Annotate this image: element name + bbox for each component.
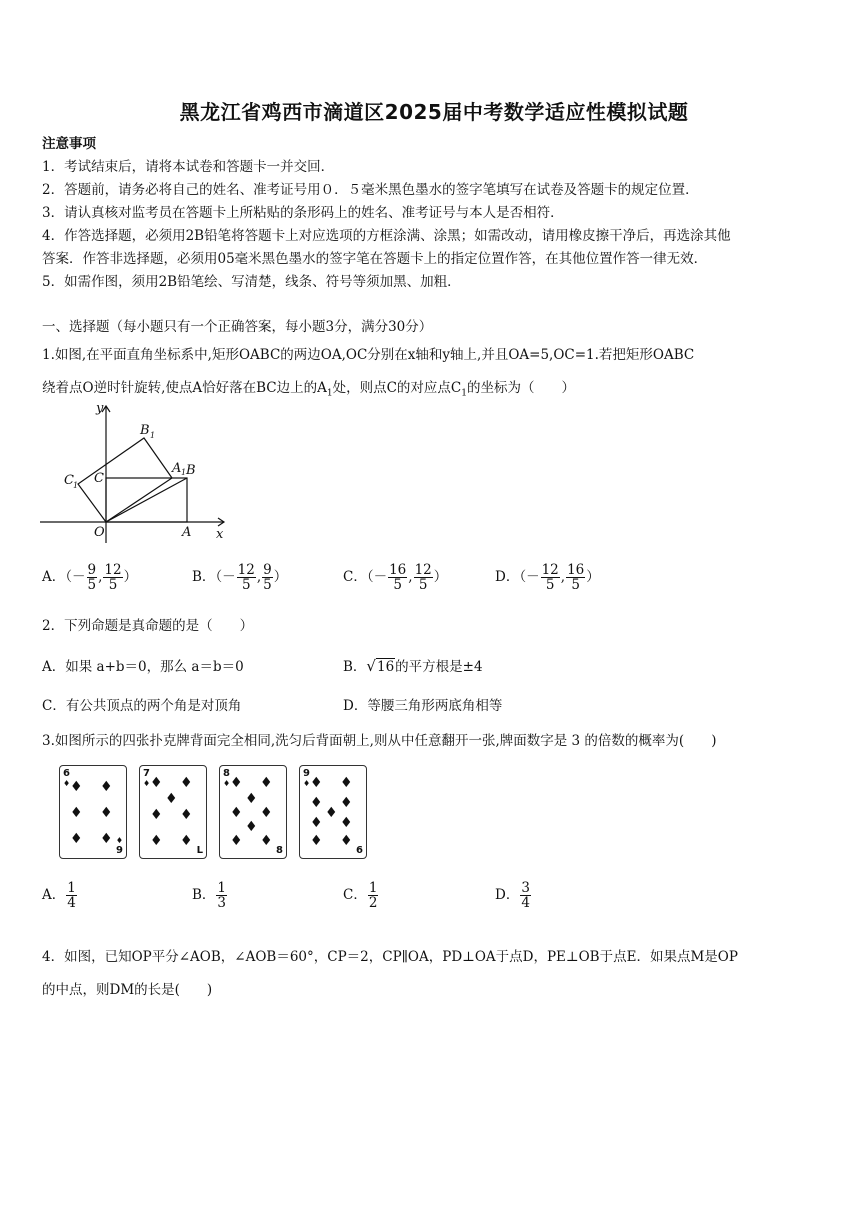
- page-title: 黑龙江省鸡西市滴道区2025届中考数学适应性模拟试题: [179, 100, 689, 124]
- q3-option-c[interactable]: C． $\frac{1}{2}$: [343, 880, 378, 912]
- q1-option-d[interactable]: D．（－ $\frac{12}{5}$ , $\frac{16}{5}$ ）: [495, 562, 600, 594]
- rect-rotated: [78, 438, 172, 522]
- note-item: 4．作答选择题，必须用2B铅笔将答题卡上对应选项的方框涂满、涂黑；如需改动，请用橡皮擦干净后，再选涂其他: [42, 228, 731, 244]
- label-B: B: [186, 463, 196, 478]
- q4-stem-line1: 4．如图，已知OP平分∠AOB，∠AOB＝60°，CP＝2，CP∥OA，PD⊥OA于点D，PE⊥OB于点E．如果点M是OP: [42, 949, 738, 965]
- label-B1-sub: 1: [150, 431, 156, 440]
- label-C1: C: [64, 473, 74, 488]
- label-O: O: [94, 525, 105, 540]
- q2-option-d[interactable]: D．等腰三角形两底角相等: [343, 698, 503, 714]
- note-item: 1．考试结束后，请将本试卷和答题卡一并交回．: [42, 159, 335, 175]
- q1-figure: [38, 398, 238, 548]
- note-item: 2．答题前，请务必将自己的姓名、准考证号用０．５毫米黑色墨水的签字笔填写在试卷及答题卡的规定位置．: [42, 182, 699, 198]
- label-B1: B: [140, 423, 150, 438]
- label-y: y: [96, 401, 104, 416]
- card-9: 9 ♦ ♦ ♦ ♦ ♦ ♦ ♦ ♦ ♦ ♦ 6: [299, 765, 367, 859]
- q1-option-a[interactable]: A．（－ $\frac{9}{5}$ , $\frac{12}{5}$ ）: [42, 562, 138, 594]
- label-x: x: [216, 527, 224, 542]
- label-C: C: [94, 471, 104, 486]
- q4-stem-line2: 的中点，则DM的长是( ): [42, 982, 213, 998]
- q3-option-b[interactable]: B． $\frac{1}{3}$: [192, 880, 227, 912]
- notes-heading: 注意事项: [42, 136, 96, 152]
- label-A: A: [182, 525, 192, 540]
- card-8: 8 ♦ ♦ ♦ ♦ ♦ ♦ ♦ ♦ ♦ 8: [219, 765, 287, 859]
- note-item: 5．如需作图，须用2B铅笔绘、写清楚，线条、符号等须加黑、加粗．: [42, 274, 461, 290]
- q2-option-a[interactable]: A．如果 a+b＝0，那么 a＝b＝0: [42, 659, 244, 675]
- label-A1-sub: 1: [181, 468, 187, 477]
- q2-stem: 2．下列命题是真命题的是（ ）: [42, 618, 254, 634]
- q3-option-a[interactable]: A． $\frac{1}{4}$: [42, 880, 76, 912]
- q3-stem: 3.如图所示的四张扑克牌背面完全相同,洗匀后背面朝上,则从中任意翻开一张,牌面数字是 3 的倍数的概率为( ): [42, 733, 717, 749]
- diag: [106, 478, 187, 522]
- q1-option-b[interactable]: B．（－ $\frac{12}{5}$ , $\frac{9}{5}$ ）: [192, 562, 288, 594]
- card-6: 6 ♦ ♦ ♦ ♦ ♦ ♦ ♦ ♦ 9: [59, 765, 127, 859]
- label-C1-sub: 1: [73, 481, 79, 490]
- label-A1: A: [172, 461, 182, 476]
- section-heading: 一、选择题（每小题只有一个正确答案，每小题3分，满分30分）: [42, 319, 433, 335]
- q1-option-c[interactable]: C．（－ $\frac{16}{5}$ , $\frac{12}{5}$ ）: [343, 562, 448, 594]
- note-item: 答案．作答非选择题，必须用05毫米黑色墨水的签字笔在答题卡上的指定位置作答，在其他位置作答一律无效．: [42, 251, 708, 267]
- q2-option-c[interactable]: C．有公共顶点的两个角是对顶角: [42, 698, 242, 714]
- card-7: 7 ♦ ♦ ♦ ♦ ♦ ♦ ♦ ♦ L: [139, 765, 207, 859]
- q1-stem-line2: 绕着点O逆时针旋转,使点A恰好落在BC边上的$A_1$处，则点C的对应点$C_1$的坐标为（ ）: [42, 380, 575, 399]
- q3-option-d[interactable]: D． $\frac{3}{4}$: [495, 880, 530, 912]
- q1-stem-line1: 1.如图,在平面直角坐标系中,矩形OABC的两边OA,OC分别在x轴和y轴上,并且OA=5,OC=1.若把矩形OABC: [42, 347, 695, 363]
- q2-option-b[interactable]: B．√16的平方根是±4: [343, 657, 483, 675]
- note-item: 3．请认真核对监考员在答题卡上所粘贴的条形码上的姓名、准考证号与本人是否相符．: [42, 205, 564, 221]
